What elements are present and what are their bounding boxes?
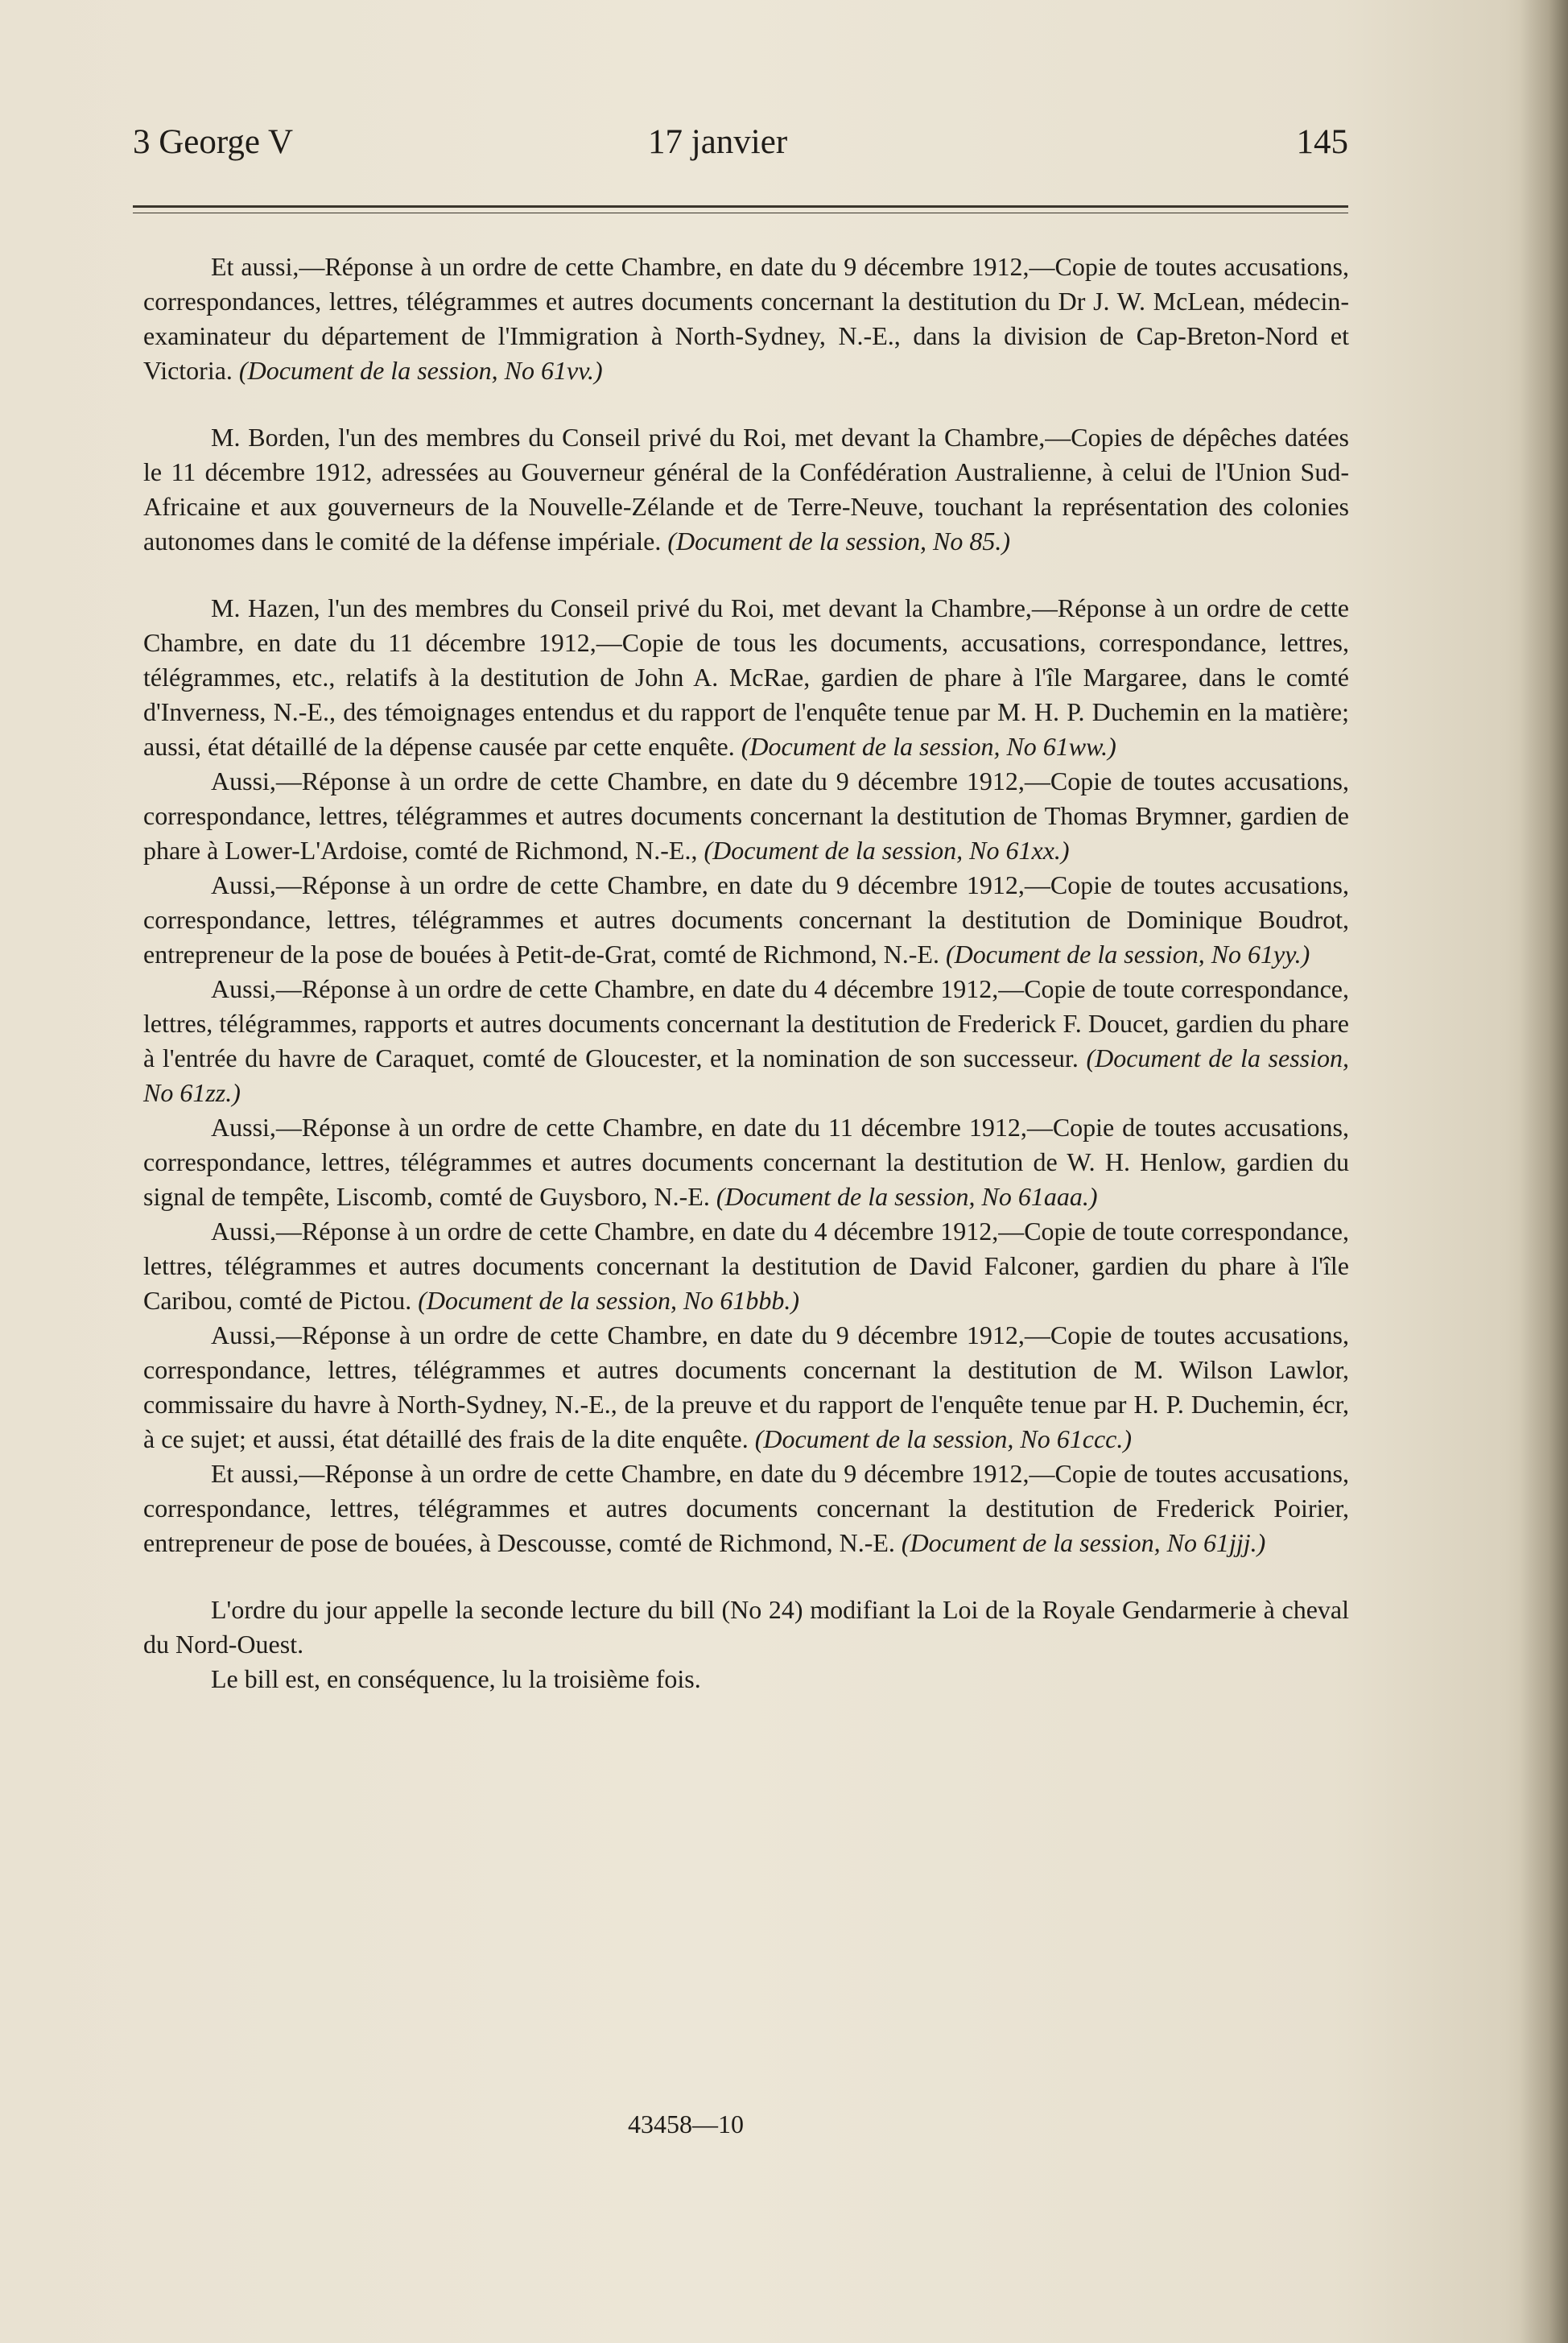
paragraph-6: Aussi,—Réponse à un ordre de cette Chambre, en date du 4 décembre 1912,—Copie de toute correspondance, lettres, télégrammes, rapports et autres documents concernant la destitution de Frederick F. Doucet, gardien du phare à l'entrée du havre de Caraquet, comté de Gloucester, et la nomination de son successeur. (Document de la session, No 61zz.) — [143, 974, 1350, 1107]
paragraph-11: L'ordre du jour appelle la seconde lecture du bill (No 24) modifiant la Loi de la Royale Gendarmerie à cheval du Nord-Ouest. — [143, 1595, 1349, 1659]
paragraph-10: Et aussi,—Réponse à un ordre de cette Chambre, en date du 9 décembre 1912,—Copie de toutes accusations, correspondance, lettres, télégrammes et autres documents concernant la destitution de Frederick Poirier, entrepreneur de pose de bouées, à Descousse, comté de Richmond, N.-E. (Document de la session, No 61jjj.) — [143, 1459, 1349, 1557]
paragraph-3: M. Hazen, l'un des membres du Conseil privé du Roi, met devant la Chambre,—Réponse à un ordre de cette Chambre, en date du 11 décembre 1912,—Copie de tous les documents, accusations, correspondance, lettres, télégrammes, etc., relatifs à la destitution de John A. McRae, gardien de phare à l'île Margaree, dans le comté d'Inverness, N.-E., des témoignages entendus et du rapport de l'enquête tenue par M. H. P. Duchemin en la matière; aussi, état détaillé de la dépense causée par cette enquête. (Document de la session, No 61ww.) — [143, 593, 1349, 761]
paragraph-2: M. Borden, l'un des membres du Conseil privé du Roi, met devant la Chambre,—Copies de dépêches datées le 11 décembre 1912, adressées au Gouverneur général de la Confédération Australienne, à celui de l'Union Sud-Africaine et aux gouverneurs de la Nouvelle-Zélande et de Terre-Neuve, touchant la représentation des colonies autonomes dans le comité de la défense impériale. (Document de la session, No 85.) — [143, 423, 1349, 556]
page-edge-shadow — [1520, 0, 1568, 2343]
paragraph-9: Aussi,—Réponse à un ordre de cette Chambre, en date du 9 décembre 1912,—Copie de toutes accusations, correspondance, lettres, télégrammes et autres documents concernant la destitution de M. Wilson Lawlor, commissaire du havre à North-Sydney, N.-E., de la preuve et du rapport de l'enquête tenue par H. P. Duchemin, écr, à ce sujet; et aussi, état détaillé des frais de la dite enquête. (Document de la session, No 61ccc.) — [143, 1320, 1349, 1453]
paragraph-4: Aussi,—Réponse à un ordre de cette Chambre, en date du 9 décembre 1912,—Copie de toutes accusations, correspondance, lettres, télégrammes et autres documents concernant la destitution de Thomas Brymner, gardien de phare à Lower-L'Ardoise, comté de Richmond, N.-E., (Document de la session, No 61xx.) — [143, 767, 1349, 865]
signature-number: 43458—10 — [628, 2110, 744, 2138]
header-regnal-year: 3 George V — [133, 123, 294, 161]
header-page-number: 145 — [1296, 123, 1348, 161]
paragraph-12: Le bill est, en conséquence, lu la troisième fois. — [211, 1664, 701, 1693]
header-rule — [133, 205, 1348, 213]
body-text — [143, 250, 1349, 1696]
paragraph-1: Et aussi,—Réponse à un ordre de cette Chambre, en date du 9 décembre 1912,—Copie de toutes accusations, correspondances, lettres, télégrammes et autres documents concernant la destitution du Dr J. W. McLean, médecin-examinateur du département de l'Immigration à North-Sydney, N.-E., dans la division de Cap-Breton-Nord et Victoria. (Document de la session, No 61vv.) — [143, 252, 1349, 385]
running-head — [133, 122, 1348, 171]
paragraph-8: Aussi,—Réponse à un ordre de cette Chambre, en date du 4 décembre 1912,—Copie de toute correspondance, lettres, télégrammes et autres documents concernant la destitution de David Falconer, gardien du phare à l'île Caribou, comté de Pictou. (Document de la session, No 61bbb.) — [143, 1217, 1349, 1315]
paragraph-5: Aussi,—Réponse à un ordre de cette Chambre, en date du 9 décembre 1912,—Copie de toutes accusations, correspondance, lettres, télégrammes et autres documents concernant la destitution de Dominique Boudrot, entrepreneur de la pose de bouées à Petit-de-Grat, comté de Richmond, N.-E. (Document de la session, No 61yy.) — [143, 870, 1349, 969]
paragraph-7: Aussi,—Réponse à un ordre de cette Chambre, en date du 11 décembre 1912,—Copie de toutes accusations, correspondance, lettres, télégrammes et autres documents concernant la destitution de W. H. Henlow, gardien du signal de tempête, Liscomb, comté de Guysboro, N.-E. (Document de la session, No 61aaa.) — [143, 1113, 1349, 1211]
header-date: 17 janvier — [648, 123, 788, 161]
